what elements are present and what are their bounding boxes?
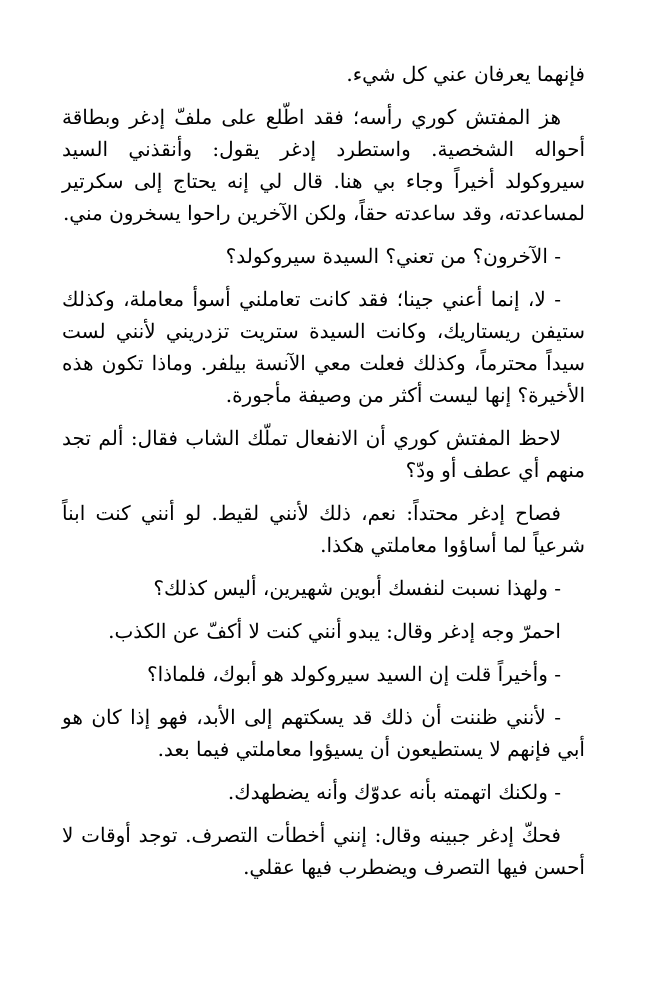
paragraph: - لا، إنما أعني جينا؛ فقد كانت تعاملني أسوأ معاملة، وكذلك ستيفن ريستاريك، وكانت السيدة ستريت تزدريني لأنني لست سيداً محترماً، وكذلك فعلت معي الآنسة بيلفر. وماذا تكون هذه الأخيرة؟ إنها ليست أكثر من وصيفة مأجورة. (62, 287, 585, 407)
paragraph: فحكّ إدغر جبينه وقال: إنني أخطأت التصرف. توجد أوقات لا أحسن فيها التصرف ويضطرب فيها عقلي. (62, 823, 585, 879)
paragraph: لاحظ المفتش كوري أن الانفعال تملّك الشاب فقال: ألم تجد منهم أي عطف أو ودّ؟ (62, 426, 585, 482)
paragraph: - ولكنك اتهمته بأنه عدوّك وأنه يضطهدك. (227, 780, 561, 804)
book-page (62, 58, 585, 894)
paragraph: فصاح إدغر محتداً: نعم، ذلك لأنني لقيط. لو أنني كنت ابناً شرعياً لما أساؤوا معاملتي هكذا. (62, 501, 585, 557)
paragraph: هز المفتش كوري رأسه؛ فقد اطّلع على ملفّ إدغر وبطاقة أحواله الشخصية. واستطرد إدغر يقول: وأنقذني السيد سيروكولد أخيراً وجاء بي هنا. قال لي إنه يحتاج إلى سكرتير لمساعدته، وقد ساعدته حقاً، ولكن الآخرين راحوا يسخرون مني. (62, 105, 585, 225)
paragraph: - ولهذا نسبت لنفسك أبوين شهيرين، أليس كذلك؟ (153, 576, 561, 600)
paragraph: - الآخرون؟ من تعني؟ السيدة سيروكولد؟ (225, 244, 561, 268)
paragraph: فإنهما يعرفان عني كل شيء. (346, 62, 585, 86)
paragraph: - لأنني ظننت أن ذلك قد يسكتهم إلى الأبد، فهو إذا كان هو أبي فإنهم لا يستطيعون أن يسيؤوا معاملتي فيما بعد. (62, 705, 585, 761)
paragraph: احمرّ وجه إدغر وقال: يبدو أنني كنت لا أكفّ عن الكذب. (108, 619, 561, 643)
paragraph: - وأخيراً قلت إن السيد سيروكولد هو أبوك، فلماذا؟ (146, 662, 561, 686)
